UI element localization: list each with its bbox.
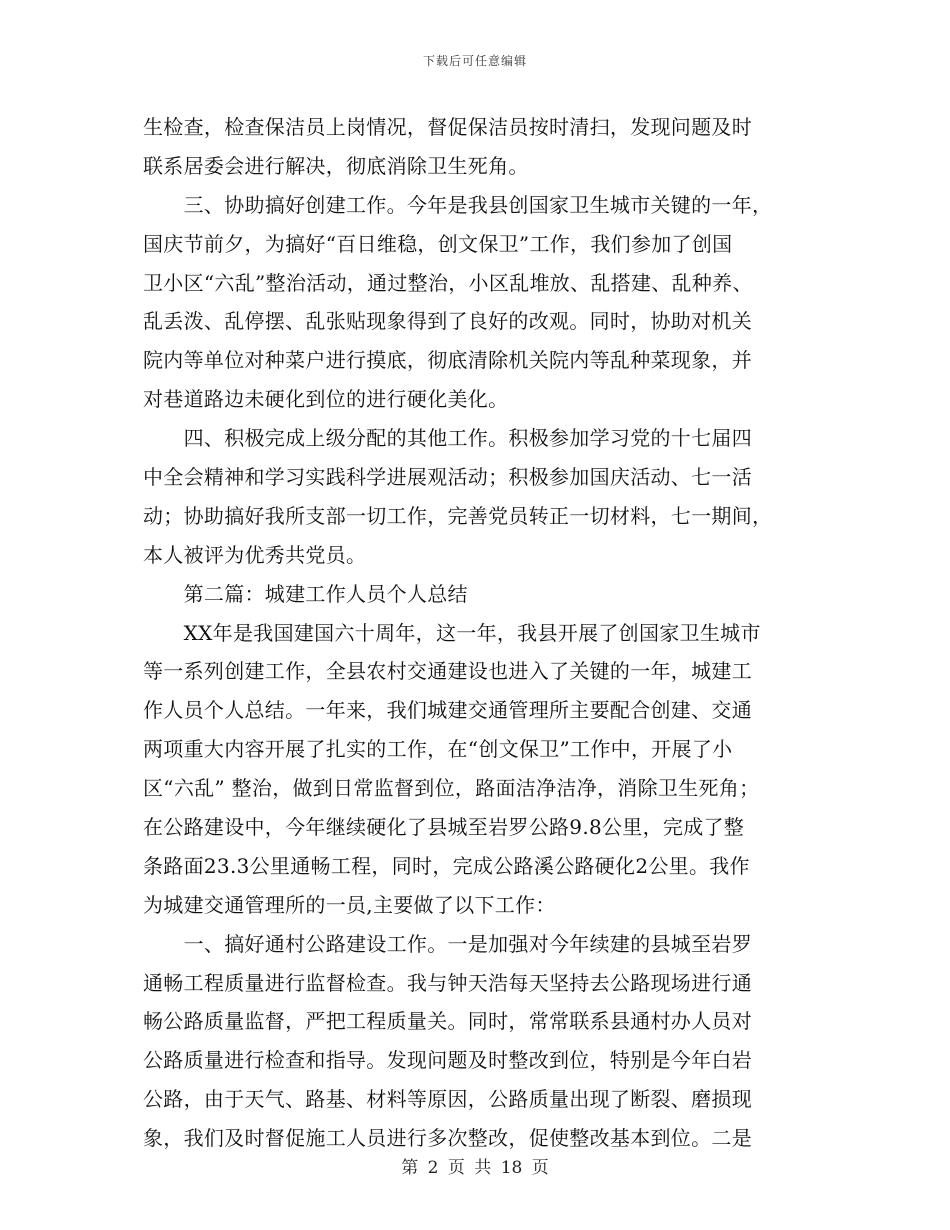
text-line: 联系居委会进行解决，彻底消除卫生死角。	[143, 153, 529, 178]
text-line: 为城建交通管理所的一员,主要做了以下工作：	[143, 892, 556, 917]
text-line: 两项重大内容开展了扎实的工作，在“创文保卫”工作中，开展了小	[143, 737, 733, 762]
text-line: 对巷道路边未硬化到位的进行硬化美化。	[143, 387, 509, 412]
text-line: 国庆节前夕，为搞好“百日维稳，创文保卫”工作，我们参加了创国	[143, 231, 733, 256]
text-line: 象，我们及时督促施工人员进行多次整改，促使整改基本到位。二是	[143, 1126, 752, 1151]
text-line: 一、搞好通村公路建设工作。一是加强对今年续建的县城至岩罗	[143, 931, 752, 956]
text-line: 本人被评为优秀共党员。	[143, 542, 367, 567]
text-line: 通畅工程质量进行监督检查。我与钟天浩每天坚持去公路现场进行通	[143, 970, 752, 995]
page-header: 下载后可任意编辑	[422, 54, 527, 68]
text-line: XX年是我国建国六十周年，这一年，我县开展了创国家卫生城市	[143, 620, 761, 645]
text-line: 作人员个人总结。一年来，我们城建交通管理所主要配合创建、交通	[143, 698, 752, 723]
text-line: 乱丢泼、乱停摆、乱张贴现象得到了良好的改观。同时，协助对机关	[143, 309, 752, 334]
text-line: 三、协助搞好创建工作。今年是我县创国家卫生城市关键的一年，	[143, 192, 773, 217]
text-line: 等一系列创建工作，全县农村交通建设也进入了关键的一年，城建工	[143, 659, 752, 684]
section-heading: 第二篇：城建工作人员个人总结	[143, 581, 468, 606]
text-line: 动；协助搞好我所支部一切工作，完善党员转正一切材料，七一期间，	[143, 503, 773, 528]
text-line: 区“六乱” 整治，做到日常监督到位，路面洁净洁净，消除卫生死角；	[143, 776, 760, 801]
page-number: 第 2 页 共 18 页	[401, 1158, 549, 1178]
text-line: 在公路建设中，今年继续硬化了县城至岩罗公路9.8公里，完成了整	[143, 815, 745, 840]
text-line: 中全会精神和学习实践科学进展观活动；积极参加国庆活动、七一活	[143, 465, 752, 490]
text-line: 卫小区“六乱”整治活动，通过整治，小区乱堆放、乱搭建、乱种养、	[143, 270, 753, 295]
text-line: 畅公路质量监督，严把工程质量关。同时，常常联系县通村办人员对	[143, 1009, 752, 1034]
text-line: 公路质量进行检查和指导。发现问题及时整改到位，特别是今年白岩	[143, 1048, 752, 1073]
text-line: 生检查，检查保洁员上岗情况，督促保洁员按时清扫，发现问题及时	[143, 115, 752, 139]
text-line: 四、积极完成上级分配的其他工作。积极参加学习党的十七届四	[143, 426, 752, 451]
text-line: 条路面23.3公里通畅工程，同时，完成公路溪公路硬化2公里。我作	[143, 853, 750, 878]
document-body	[143, 108, 808, 1158]
text-line: 院内等单位对种菜户进行摸底，彻底清除机关院内等乱种菜现象，并	[143, 348, 752, 373]
text-line: 公路，由于天气、路基、材料等原因，公路质量出现了断裂、磨损现	[143, 1087, 752, 1112]
